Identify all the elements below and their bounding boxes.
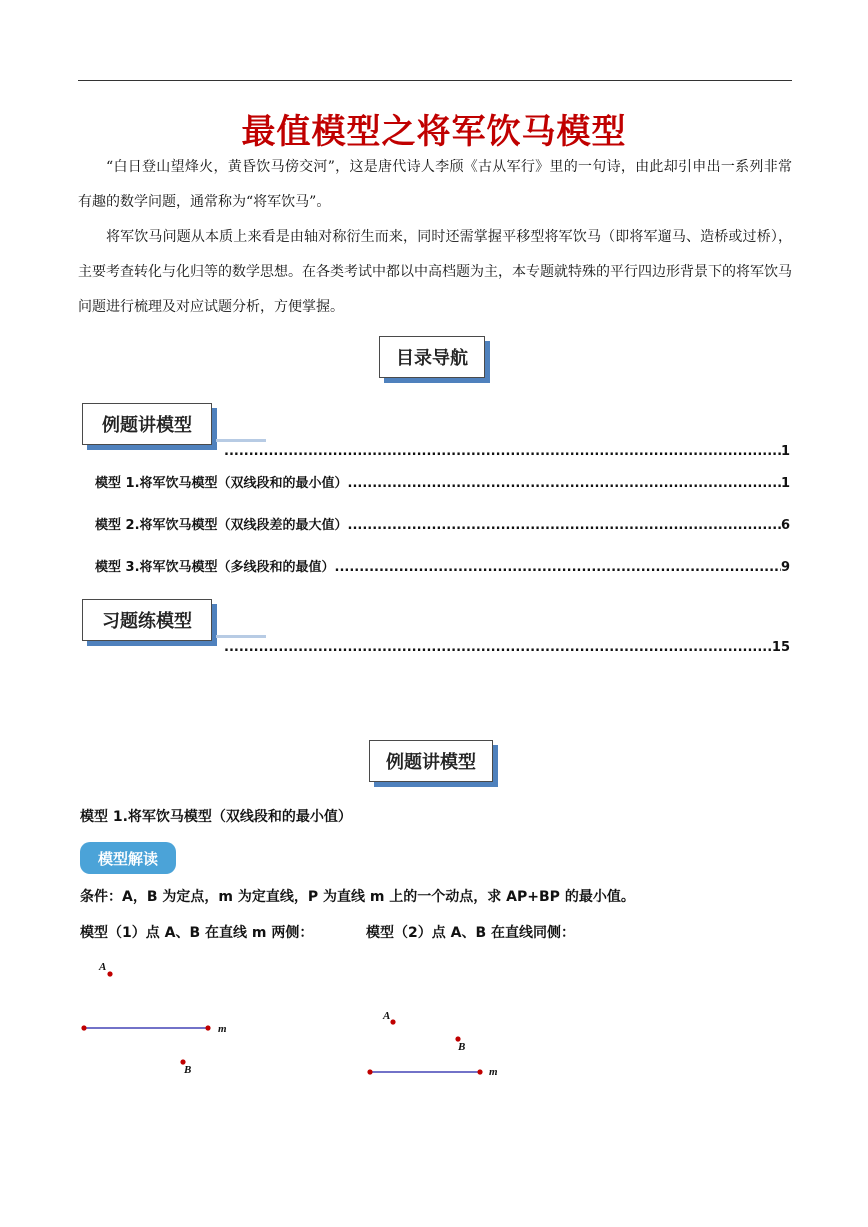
label-b: B bbox=[458, 1041, 466, 1053]
line-endpoint bbox=[81, 1025, 86, 1030]
label-m: m bbox=[218, 1023, 227, 1035]
condition-text: 条件：A，B 为定点，m 为定直线，P 为直线 m 上的一个动点，求 AP+BP 的最小值。 bbox=[80, 889, 635, 905]
figure-case-1 bbox=[81, 961, 227, 1076]
toc-page-number: 9 bbox=[780, 560, 790, 575]
label-a: A bbox=[383, 1010, 391, 1022]
toc-page-number: 1 bbox=[780, 444, 790, 459]
toc-page-number: 1 bbox=[780, 476, 790, 491]
point-a bbox=[390, 1019, 395, 1024]
model-interpretation-label: 模型解读 bbox=[80, 842, 176, 874]
model-1-heading: 模型 1.将军饮马模型（双线段和的最小值） bbox=[80, 809, 352, 825]
toc-section-examples-box[interactable]: 例题讲模型 bbox=[82, 403, 212, 445]
toc-section-exercises-box[interactable]: 习题练模型 bbox=[82, 599, 212, 641]
nav-heading-box: 目录导航 bbox=[379, 336, 485, 378]
toc-entry-label: 模型 2.将军饮马模型（双线段差的最大值） bbox=[95, 518, 348, 533]
case-1-caption: 模型（1）点 A、B 在直线 m 两侧： bbox=[80, 925, 314, 941]
line-endpoint bbox=[367, 1069, 372, 1074]
toc-entry-label: 模型 1.将军饮马模型（双线段和的最小值） bbox=[95, 476, 348, 491]
section-heading-box: 例题讲模型 bbox=[369, 740, 493, 782]
line-endpoint bbox=[205, 1025, 210, 1030]
figure-case-2 bbox=[367, 1010, 498, 1078]
line-endpoint bbox=[477, 1069, 482, 1074]
toc-page-number: 15 bbox=[771, 640, 790, 655]
intro-paragraph-1: “白日登山望烽火，黄昏饮马傍交河”，这是唐代诗人李颀《古从军行》里的一句诗，由此却引申出一系列非常有趣的数学问题，通常称为“将军饮马”。 bbox=[78, 159, 792, 210]
case-2-caption: 模型（2）点 A、B 在直线同侧： bbox=[366, 925, 575, 941]
label-m: m bbox=[489, 1066, 498, 1078]
label-a: A bbox=[99, 961, 107, 973]
label-b: B bbox=[184, 1064, 192, 1076]
intro-paragraph-2: 将军饮马问题从本质上来看是由轴对称衍生而来，同时还需掌握平移型将军饮马（即将军遛马、造桥或过桥），主要考查转化与化归等的数学思想。在各类考试中都以中高档题为主，本专题就特殊的平行四边形背景下的将军饮马问题进行梳理及对应试题分析，方便掌握。 bbox=[78, 229, 792, 315]
toc-entry-label: 模型 3.将军饮马模型（多线段和的最值） bbox=[95, 560, 335, 575]
toc-page-number: 6 bbox=[780, 518, 790, 533]
page-title: 最值模型之将军饮马模型 bbox=[241, 112, 627, 152]
point-a bbox=[107, 971, 112, 976]
